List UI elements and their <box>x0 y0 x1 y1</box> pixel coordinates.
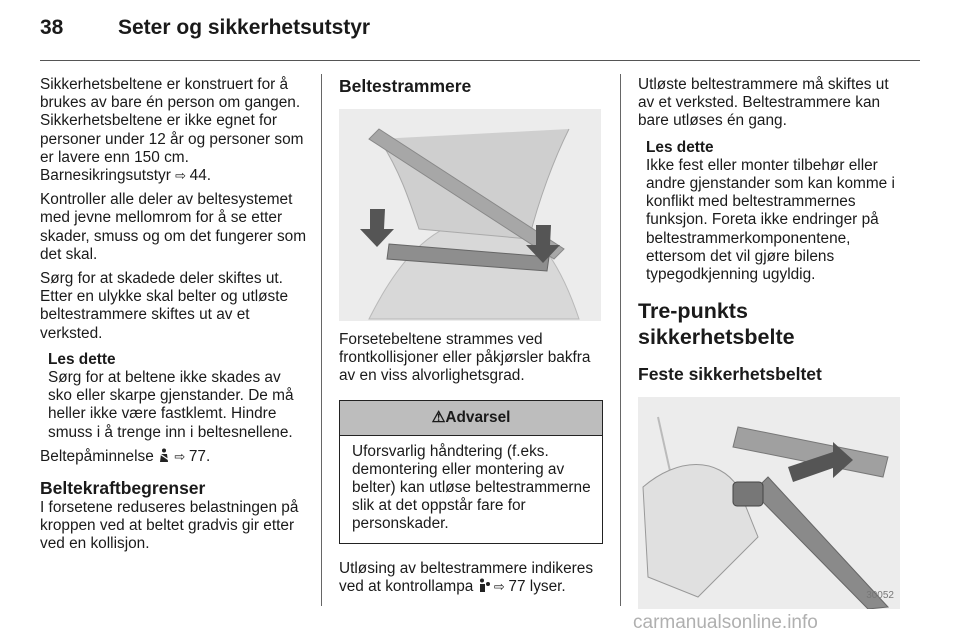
note-box <box>646 139 904 285</box>
page-reference[interactable]: 77. <box>188 447 211 465</box>
header-divider <box>40 60 920 61</box>
section-heading-three-point-belt: Tre-punkts sikkerhetsbelte <box>638 299 795 350</box>
column-divider-2 <box>620 74 621 606</box>
fasten-belt-illustration <box>638 397 900 609</box>
page-title: Seter og sikkerhetsutstyr <box>118 16 371 39</box>
watermark: carmanualsonline.info <box>633 612 818 633</box>
section-heading-pretensioners: Beltestrammere <box>339 76 472 96</box>
warning-header <box>340 401 602 436</box>
paragraph-force-limiter: I forsetene reduseres belastningen på kroppen ved at beltet gradvis gir etter ved en kollisjon. <box>40 499 299 553</box>
note-box <box>48 351 308 442</box>
page-reference[interactable]: 44. <box>189 167 212 185</box>
page-reference-icon: ⇨ <box>175 168 190 184</box>
page-header <box>0 0 960 62</box>
paragraph-seatbelt-use: Sikkerhetsbeltene er konstruert for å brukes av bare én person om gangen. Sikkerhetsbeltene er ikke egnet for personer under 12 år og personer som er lavere enn 150 cm. Barnesikringsutstyr ⇨ 44. <box>40 76 304 185</box>
paragraph-inspect: Kontroller alle deler av beltesystemet med jevne mellomrom for å se etter skader, smuss og om det fungerer som det skal. <box>40 191 307 263</box>
figure-code: 30052 <box>866 590 894 602</box>
warning-text: Uforsvarlig håndtering (f.eks. demontering eller montering av belter) kan utløse beltestrammerne slik at det oppstår fare for personskader. <box>352 442 591 533</box>
paragraph-replace: Sørg for at skadede deler skiftes ut. Etter en ulykke skal belter og utløste beltestrammere skiftes ut av et verksted. <box>40 270 289 342</box>
paragraph-indicator: Utløsing av beltestrammere indikeres ved at kontrollampa ⇨ 77 lyser. <box>339 559 594 595</box>
page-reference-icon: ⇨ <box>493 578 509 594</box>
note-text: Ikke fest eller monter tilbehør eller andre gjenstander som kan komme i konflikt med beltestrammernes funksjon. Foreta ikke endringer på beltestrammerkomponentene, ettersom det vil gjøre bilens typegodkjenning ugyldig. <box>646 156 895 284</box>
note-title: Les dette <box>48 350 116 368</box>
page-reference[interactable]: 77 lyser. <box>508 577 566 595</box>
column-2 <box>339 76 603 602</box>
paragraph-replace-pretensioners: Utløste beltestrammere må skiftes ut av et verksted. Beltestrammere kan bare utløses én gang. <box>638 76 889 130</box>
warning-triangle-icon: ⚠ <box>431 408 446 426</box>
section-heading-force-limiter: Beltekraftbegrenser <box>40 478 206 499</box>
pretensioner-illustration <box>339 109 601 321</box>
subheading-fasten-belt: Feste sikkerhetsbeltet <box>638 364 822 385</box>
note-title: Les dette <box>646 138 714 156</box>
paragraph-pretensioner-trigger: Forsetebeltene strammes ved frontkollisjoner eller påkjørsler bakfra av en viss alvorlighetsgrad. <box>339 331 591 385</box>
column-1 <box>40 76 308 560</box>
paragraph-reminder: Beltepåminnelse ⇨ 77. <box>40 447 211 465</box>
page-number: 38 <box>40 16 64 39</box>
airbag-warning-icon <box>478 578 490 595</box>
seatbelt-warning-icon <box>158 448 170 465</box>
column-divider-1 <box>321 74 322 606</box>
page-reference-icon: ⇨ <box>174 448 189 464</box>
column-3 <box>638 76 904 609</box>
warning-title: Advarsel <box>445 408 511 426</box>
warning-box <box>339 400 603 544</box>
note-text: Sørg for at beltene ikke skades av sko eller skarpe gjenstander. De må heller ikke være fastklemt. Hindre smuss i å trenge inn i beltesnellene. <box>48 369 294 441</box>
